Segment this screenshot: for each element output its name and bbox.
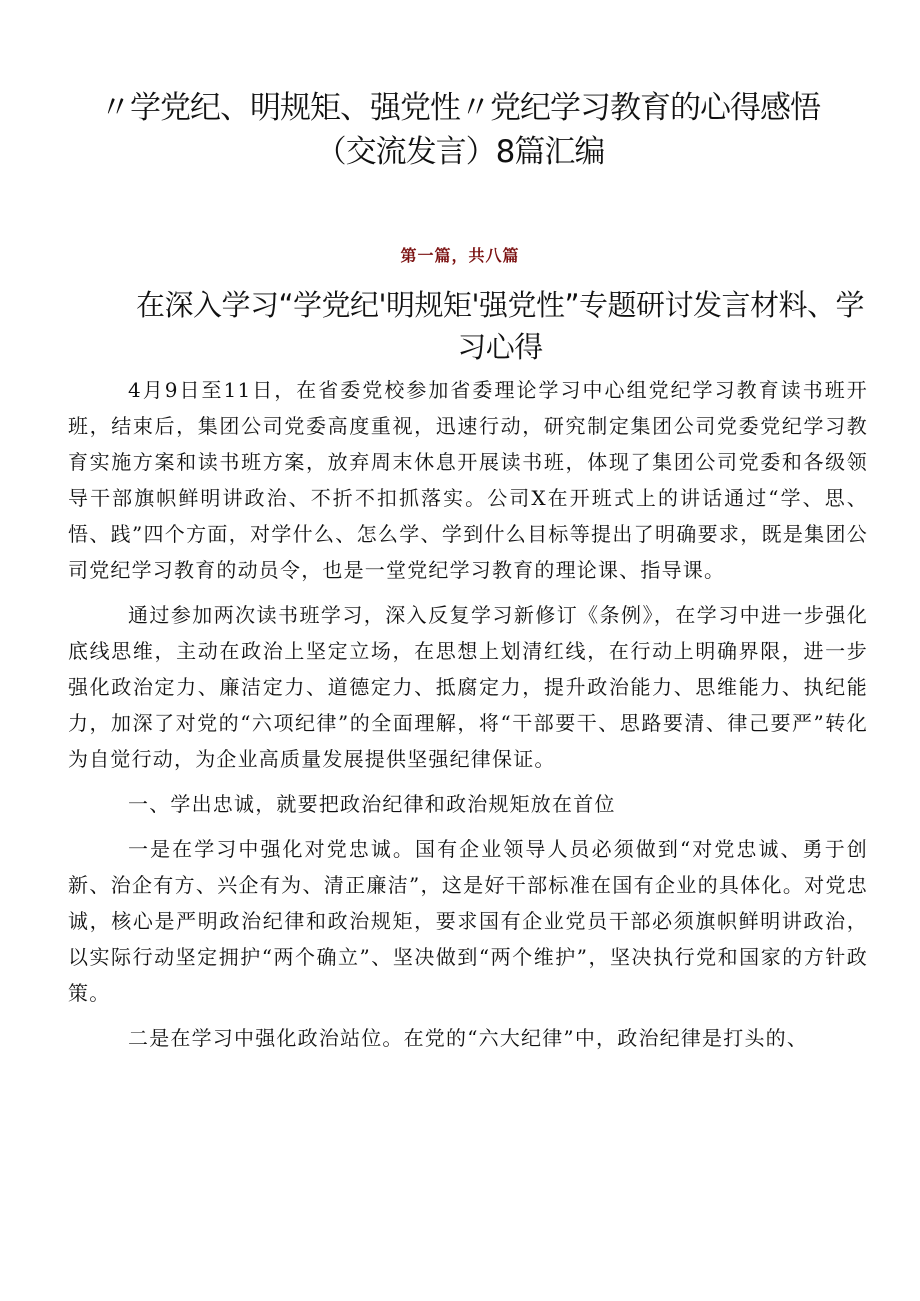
title-line-1: 〃学党纪、明规矩、强党性〃党纪学习教育的心得感悟 <box>100 90 820 126</box>
paragraph: 二是在学习中强化政治站位。在党的“六大纪律”中，政治纪律是打头的、 <box>128 1026 809 1050</box>
document-title <box>60 86 860 174</box>
section-title-line-1: 在深入学习“学党纪'明规矩'强党性”专题研讨发言材料、学 <box>136 288 864 322</box>
paragraph: 通过参加两次读书班学习，深入反复学习新修订《条例》，在学习中进一步强化底线思维，主动在政治上坚定立场，在思想上划清红线，在行动上明确界限，进一步强化政治定力、廉洁定力、道德定力、抵腐定力，提升政治能力、思维能力、执纪能力，加深了对党的“六项纪律”的全面理解，将“干部要干、思路要清、律己要严”转化为自觉行动，为企业高质量发展提供坚强纪律保证。 <box>68 603 868 771</box>
section-title <box>120 284 880 368</box>
paragraph: 4月9日至11日，在省委党校参加省委理论学习中心组党纪学习教育读书班开班，结束后，集团公司党委高度重视，迅速行动，研究制定集团公司党委党纪学习教育实施方案和读书班方案，放弃周末休息开展读书班，体现了集团公司党委和各级领导干部旗帜鲜明讲政治、不折不扣抓落实。公司X在开班式上的讲话通过“学、思、悟、践”四个方面，对学什么、怎么学、学到什么目标等提出了明确要求，既是集团公司党纪学习教育的动员令，也是一堂党纪学习教育的理论课、指导课。 <box>68 378 868 582</box>
title-line-2: （交流发言）8篇汇编 <box>315 134 605 170</box>
section-heading: 一、学出忠诚，就要把政治纪律和政治规矩放在首位 <box>128 792 616 816</box>
part-label: 第一篇，共八篇 <box>400 246 520 265</box>
section-title-line-2: 习心得 <box>457 330 543 364</box>
body-text <box>68 372 868 1065</box>
paragraph: 一是在学习中强化对党忠诚。国有企业领导人员必须做到“对党忠诚、勇于创新、治企有方、兴企有为、清正廉洁”，这是好干部标准在国有企业的具体化。对党忠诚，核心是严明政治纪律和政治规矩，要求国有企业党员干部必须旗帜鲜明讲政治，以实际行动坚定拥护“两个确立”、坚决做到“两个维护”，坚决执行党和国家的方针政策。 <box>68 837 868 1005</box>
